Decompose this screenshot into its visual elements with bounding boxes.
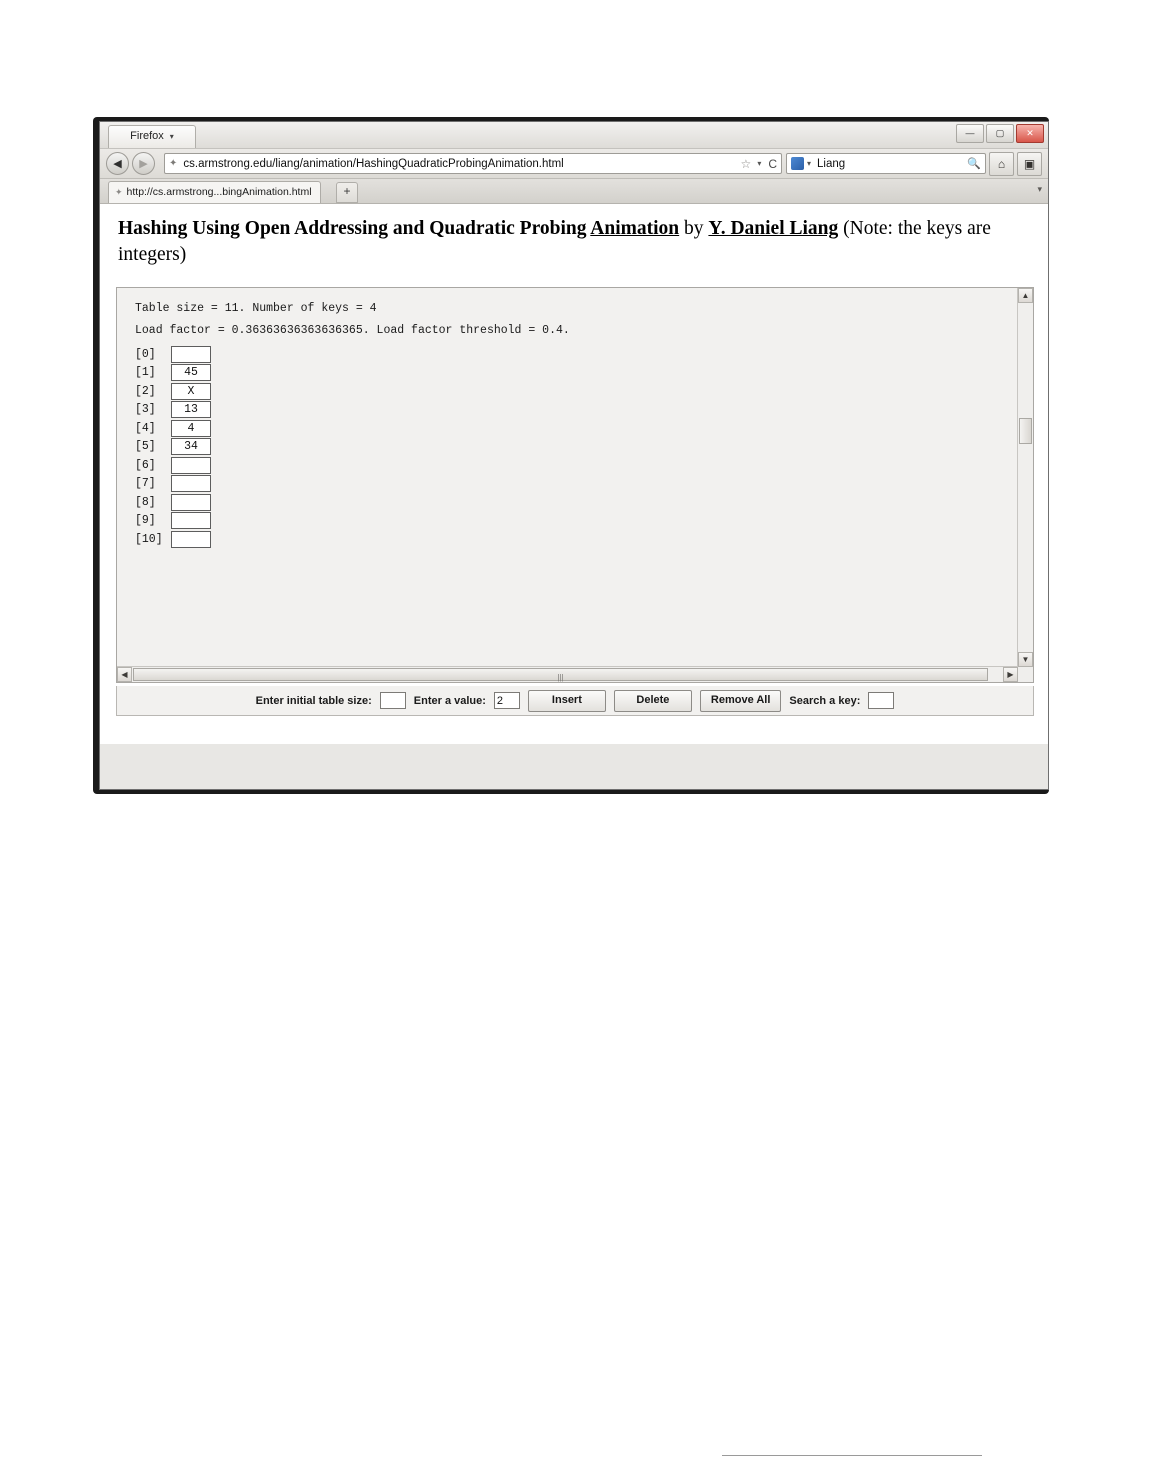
row-value: X [171, 383, 211, 400]
row-index: [5] [135, 440, 156, 454]
window-title-bar [100, 122, 1048, 149]
scroll-left-icon[interactable]: ◀ [117, 667, 132, 682]
maximize-button[interactable]: ▢ [986, 124, 1014, 143]
row-index: [6] [135, 458, 156, 472]
row-value [171, 346, 211, 363]
row-value: 4 [171, 420, 211, 437]
page-title-text-1: Hashing Using Open Addressing and Quadratic Probing [118, 218, 591, 239]
row-index: [0] [135, 347, 156, 361]
page-title [100, 204, 1048, 269]
tab-list-chevron-icon[interactable]: ▾ [1037, 184, 1042, 194]
search-input-value: Liang [817, 157, 846, 170]
tab-favicon-icon: ✦ [115, 187, 123, 197]
firefox-menu-button[interactable] [108, 125, 196, 148]
browser-tab-active[interactable] [108, 181, 321, 203]
bookmark-star-icon[interactable]: ☆ [740, 156, 752, 171]
value-label: Enter a value: [413, 694, 486, 707]
chevron-down-icon[interactable]: ▾ [757, 159, 762, 168]
table-size-input[interactable] [380, 692, 406, 709]
hash-table [135, 345, 211, 549]
search-key-label: Search a key: [789, 694, 861, 707]
reload-icon[interactable]: C [768, 156, 777, 171]
insert-button[interactable]: Insert [528, 690, 606, 712]
browser-window [99, 121, 1049, 790]
navigation-toolbar [100, 149, 1048, 179]
applet-horizontal-scrollbar[interactable] [117, 666, 1018, 682]
applet-vertical-scrollbar[interactable] [1017, 288, 1033, 667]
extension-icon[interactable]: ▣ [1017, 152, 1042, 176]
row-index: [3] [135, 403, 156, 417]
row-index: [1] [135, 366, 156, 380]
search-engine-icon [791, 157, 804, 170]
window-controls [956, 124, 1044, 143]
row-value: 45 [171, 364, 211, 381]
author-link[interactable]: Y. Daniel Liang [708, 218, 839, 239]
scroll-thumb-grip-icon: ||| [557, 673, 564, 682]
row-value [171, 531, 211, 548]
page-title-text-3: (Note: the keys are integers) [118, 218, 991, 266]
table-row [135, 456, 211, 475]
table-row [135, 345, 211, 364]
status-line-load-factor: Load factor = 0.36363636363636365. Load factor threshold = 0.4. [135, 323, 570, 337]
row-index: [8] [135, 495, 156, 509]
delete-button[interactable]: Delete [614, 690, 692, 712]
status-line-table-size: Table size = 11. Number of keys = 4 [135, 302, 377, 315]
row-index: [2] [135, 384, 156, 398]
scrollbar-corner [1018, 667, 1033, 682]
value-input[interactable] [494, 692, 520, 709]
figure-three-tables [0, 840, 1149, 1220]
row-index: [7] [135, 477, 156, 491]
row-value [171, 457, 211, 474]
minimize-button[interactable]: — [956, 124, 984, 143]
close-button[interactable]: ✕ [1016, 124, 1044, 143]
table-row [135, 512, 211, 531]
horizontal-scroll-thumb[interactable] [133, 668, 988, 681]
firefox-menu-label: Firefox [130, 130, 164, 142]
footer-rule [722, 1455, 982, 1456]
tab-title: http://cs.armstrong...bingAnimation.html [126, 186, 312, 198]
applet-canvas [117, 288, 1018, 667]
search-key-input[interactable] [868, 692, 894, 709]
row-index: [4] [135, 421, 156, 435]
table-row [135, 475, 211, 494]
scroll-up-icon[interactable]: ▲ [1018, 288, 1033, 303]
site-favicon-icon: ✦ [169, 158, 178, 169]
search-icon[interactable]: 🔍 [967, 158, 981, 170]
table-row [135, 364, 211, 383]
row-value [171, 494, 211, 511]
remove-all-button[interactable]: Remove All [700, 690, 782, 712]
animation-link[interactable]: Animation [590, 218, 680, 239]
home-icon[interactable]: ⌂ [989, 152, 1014, 176]
hashing-applet [116, 287, 1034, 683]
row-value [171, 475, 211, 492]
search-bar[interactable] [786, 153, 986, 174]
applet-status-lines [117, 288, 1018, 342]
chevron-down-icon: ▾ [169, 132, 174, 141]
row-index: [10] [135, 532, 163, 546]
row-index: [9] [135, 514, 156, 528]
row-value: 13 [171, 401, 211, 418]
applet-control-bar [116, 686, 1034, 716]
tab-strip [100, 179, 1048, 204]
table-row [135, 493, 211, 512]
table-row [135, 419, 211, 438]
table-size-label: Enter initial table size: [255, 694, 372, 707]
table-row [135, 401, 211, 420]
row-value: 34 [171, 438, 211, 455]
page-title-text-2: by [679, 218, 709, 239]
forward-button[interactable]: ▶ [132, 152, 155, 175]
table-row [135, 530, 211, 549]
new-tab-button[interactable]: + [336, 182, 358, 203]
chevron-down-icon[interactable]: ▾ [807, 159, 812, 168]
page-content [100, 204, 1048, 744]
back-button[interactable]: ◀ [106, 152, 129, 175]
scroll-down-icon[interactable]: ▼ [1018, 652, 1033, 667]
row-value [171, 512, 211, 529]
browser-status-bar [100, 777, 1048, 789]
scroll-right-icon[interactable]: ▶ [1003, 667, 1018, 682]
table-row [135, 438, 211, 457]
table-row [135, 382, 211, 401]
address-bar-url: cs.armstrong.edu/liang/animation/HashingQuadraticProbingAnimation.html [183, 157, 564, 170]
vertical-scroll-thumb[interactable] [1019, 418, 1032, 444]
address-bar[interactable] [164, 153, 782, 174]
